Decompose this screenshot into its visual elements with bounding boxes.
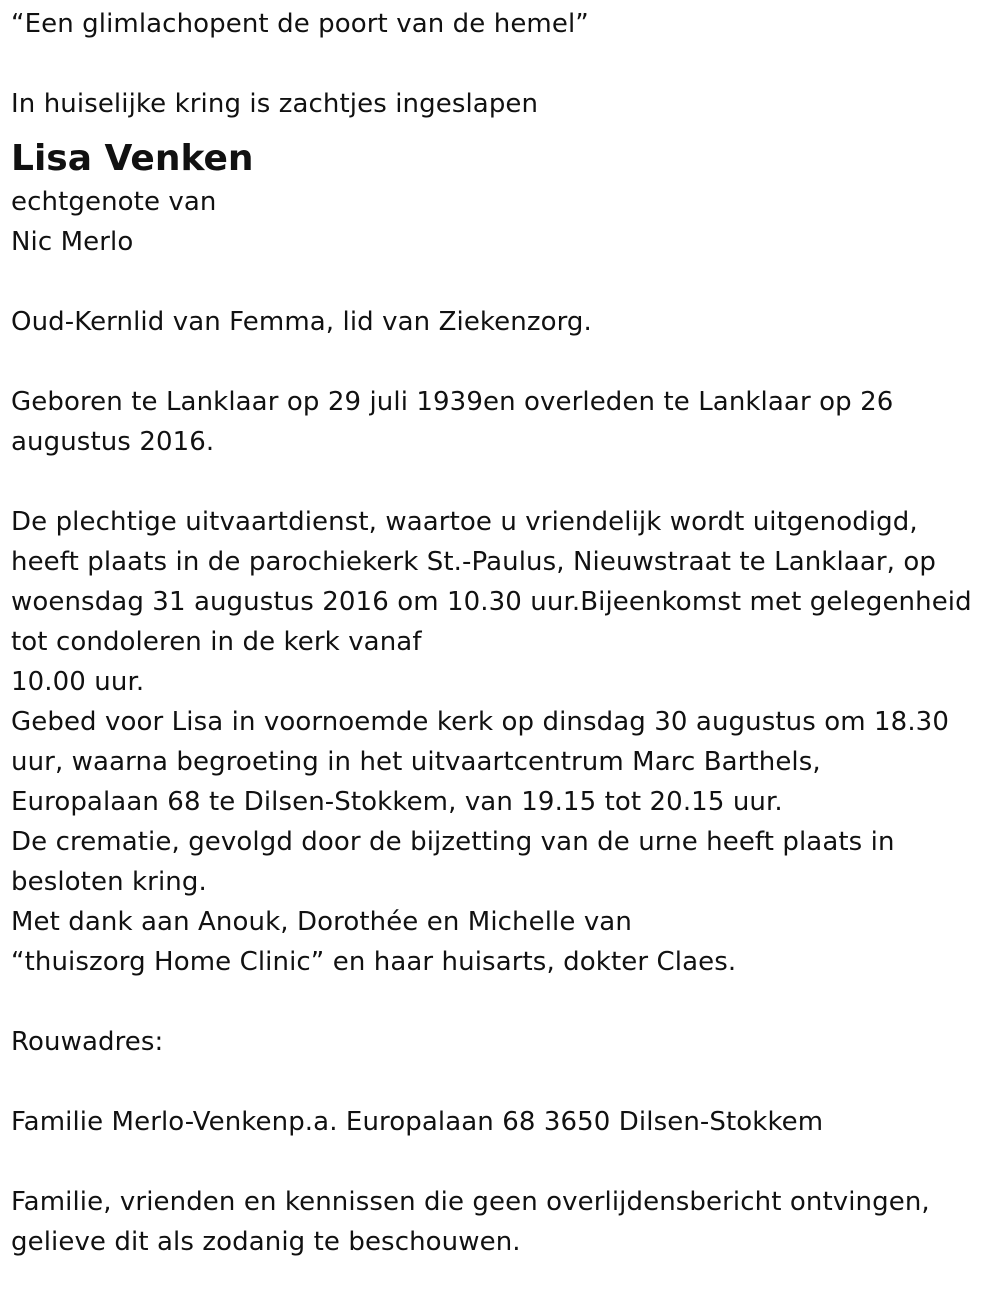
ceremony-line: De crematie, gevolgd door de bijzetting van de urne heeft plaats in [11,827,895,857]
ceremony-line: “thuiszorg Home Clinic” en haar huisarts, dokter Claes. [11,947,737,977]
memberships-text: Oud-Kernlid van Femma, lid van Ziekenzorg. [11,307,592,337]
ceremony-line: 10.00 uur. [11,667,145,697]
ceremony-line: Europalaan 68 te Dilsen-Stokkem, van 19.15 tot 20.15 uur. [11,787,783,817]
ceremony-line: woensdag 31 augustus 2016 om 10.30 uur.Bijeenkomst met gelegenheid [11,587,972,617]
spacer [11,1062,986,1102]
ceremony-line: besloten kring. [11,867,207,897]
ceremony-line: uur, waarna begroeting in het uitvaartcentrum Marc Barthels, [11,747,821,777]
spacer [11,982,986,1022]
spacer [11,44,986,84]
address-label: Rouwadres: [11,1027,164,1057]
birth-death-line: augustus 2016. [11,427,215,457]
birth-death-line: Geboren te Lanklaar op 29 juli 1939en overleden te Lanklaar op 26 [11,387,894,417]
relation-text: echtgenote van [11,187,217,217]
spacer [11,262,986,302]
ceremony-line: De plechtige uitvaartdienst, waartoe u vriendelijk wordt uitgenodigd, [11,507,918,537]
spouse-name: Nic Merlo [11,227,134,257]
closing-line: Familie, vrienden en kennissen die geen overlijdensbericht ontvingen, [11,1187,930,1217]
spacer [11,462,986,502]
ceremony-line: tot condoleren in de kerk vanaf [11,627,422,657]
mourning-address: Familie Merlo-Venkenp.a. Europalaan 68 3650 Dilsen-Stokkem [11,1107,824,1137]
closing-line: gelieve dit als zodanig te beschouwen. [11,1227,521,1257]
motto: “Een glimlachopent de poort van de hemel” [11,9,589,39]
intro-text: In huiselijke kring is zachtjes ingeslapen [11,89,539,119]
spacer [11,342,986,382]
ceremony-line: Gebed voor Lisa in voornoemde kerk op dinsdag 30 augustus om 18.30 [11,707,949,737]
spacer [11,1142,986,1182]
deceased-name: Lisa Venken [11,138,254,179]
ceremony-line: heeft plaats in de parochiekerk St.-Paulus, Nieuwstraat te Lanklaar, op [11,547,936,577]
ceremony-line: Met dank aan Anouk, Dorothée en Michelle van [11,907,632,937]
